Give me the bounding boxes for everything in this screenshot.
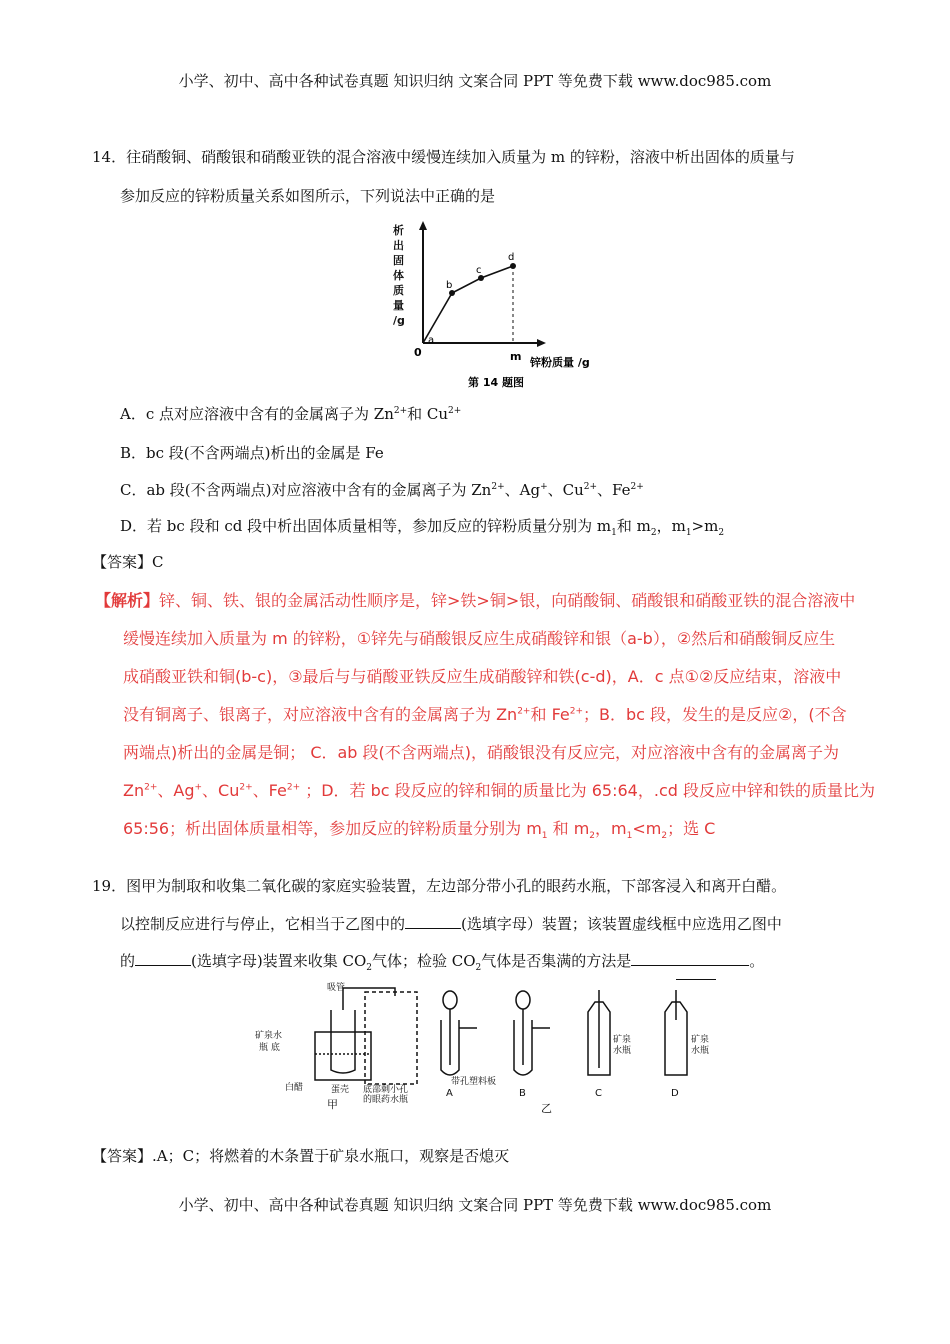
point-d-label: d: [508, 252, 515, 263]
q14-stem-line2: 参加反应的锌粉质量关系如图所示，下列说法中正确的是: [120, 187, 496, 205]
label-c: C: [595, 1088, 602, 1099]
label-d: D: [671, 1088, 679, 1099]
q19-line1: 19．图甲为制取和收集二氧化碳的家庭实验装置，左边部分带小孔的眼药水瓶，下部客浸入和离开白醋。: [92, 877, 787, 895]
answer-blank-2: [135, 951, 191, 966]
answer-blank-1: [405, 914, 461, 929]
analysis-line-1: 【解析】锌、铜、铁、银的金属活动性顺序是，锌>铁>铜>银，向硝酸铜、硝酸银和硝酸亚铁的混合溶液中: [95, 591, 856, 610]
funnel-a: [443, 991, 457, 1009]
page-footer: 小学、初中、高中各种试卷真题 知识归纳 文案合同 PPT 等免费下载 www.doc985.com: [178, 1196, 772, 1214]
y-axis-arrow: [419, 221, 427, 230]
point-b-label: b: [446, 280, 453, 291]
analysis-line-4: 没有铜离子、银离子，对应溶液中含有的金属离子为 $Zn^{2+}$和 $Fe^{2+}$；B．bc 段，发生的是反应②，(不含: [123, 705, 847, 724]
label-vinegar: 白醋: [285, 1083, 304, 1093]
q14-graph-figure: [390, 218, 610, 398]
label-bottle-1: 矿泉水: [255, 1031, 283, 1041]
label-eggshell: 蛋壳: [331, 1085, 350, 1095]
m-label: m: [510, 350, 522, 363]
q14-answer: 【答案】C: [92, 553, 164, 571]
jia-apparatus: [315, 988, 417, 1084]
q14-option-d: D．若 bc 段和 cd 段中析出固体质量相等，参加反应的锌粉质量分别为 $m_1$和 $m_2$，$m_1>m_2$: [120, 517, 725, 538]
label-straw: 吸管: [327, 983, 346, 993]
label-d-bottle-1: 矿泉: [691, 1035, 710, 1045]
yi-apparatus: [441, 990, 687, 1075]
ylabel-char: 质: [393, 284, 404, 297]
ylabel-char: 析: [393, 224, 404, 237]
x-axis-label: 锌粉质量 /g: [530, 356, 590, 369]
q14-analysis: [95, 582, 885, 848]
data-curve: [423, 266, 513, 343]
point-c-label: c: [476, 265, 482, 276]
label-a: A: [446, 1088, 453, 1099]
label-c-bottle-2: 水瓶: [613, 1046, 632, 1056]
q14-ylabel: [393, 223, 405, 327]
answer-blank-3: [631, 951, 749, 966]
ylabel-char: /g: [393, 314, 405, 327]
analysis-line-6: $Zn^{2+}$、Ag+、$Cu^{2+}$、$Fe^{2+}$ ；D．若 bc 段反应的锌和铜的质量比为 65:64，.cd 段反应中锌和铁的质量比为: [123, 781, 875, 800]
label-yi: 乙: [541, 1102, 552, 1115]
ylabel-char: 固: [393, 254, 404, 267]
q19-apparatus-figure: [255, 980, 715, 1120]
q19-line3: 的 (选填字母)装置来收集 $CO_2$气体；检验 $CO_2$气体是否集满的方法是 。: [120, 952, 765, 973]
label-bottle-2: 瓶 底: [259, 1043, 280, 1053]
label-c-bottle-1: 矿泉: [613, 1035, 632, 1045]
label-plate: 带孔塑料板: [451, 1077, 497, 1087]
analysis-line-5: 两端点)析出的金属是铜； C．ab 段(不含两端点)，硝酸银没有反应完，对应溶液中含有的金属离子为: [123, 743, 840, 762]
page-header: 小学、初中、高中各种试卷真题 知识归纳 文案合同 PPT 等免费下载 www.doc985.com: [178, 72, 772, 90]
q19-line2: 以控制反应进行与停止，它相当于乙图中的 (选填字母）装置；该装置虚线框中应选用乙图中: [120, 915, 782, 933]
q14-option-a: A．c 点对应溶液中含有的金属离子为 $Zn^{2+}$和 $Cu^{2+}$: [120, 405, 462, 423]
label-d-bottle-2: 水瓶: [691, 1046, 710, 1056]
ylabel-char: 出: [393, 239, 404, 252]
dropper-bottle: [331, 1010, 355, 1073]
analysis-line-7: 65:56；析出固体质量相等，参加反应的锌粉质量分别为 $m_1$ 和 $m_2$，$m_1<m_2$；选 C: [123, 819, 716, 842]
label-hole-1: 底部剩小孔: [363, 1085, 409, 1095]
label-jia: 甲: [327, 1098, 338, 1111]
collection-dashed-box: [365, 992, 417, 1084]
q19-answer: 【答案】.A；C；将燃着的木条置于矿泉水瓶口，观察是否熄灭: [92, 1147, 510, 1165]
x-axis-arrow: [537, 339, 546, 347]
analysis-line-2: 缓慢连续加入质量为 m 的锌粉，①锌先与硝酸银反应生成硝酸锌和银（a-b），②然后和硝酸铜反应生: [123, 629, 836, 648]
ylabel-char: 体: [393, 269, 404, 282]
figure-caption: 第 14 题图: [468, 376, 524, 389]
ylabel-char: 量: [393, 299, 404, 312]
analysis-line-3: 成硝酸亚铁和铜(b-c)，③最后与与硝酸亚铁反应生成硝酸锌和铁(c-d)，A．c 点①②反应结束，溶液中: [123, 667, 842, 686]
q14-option-c: C．ab 段(不含两端点)对应溶液中含有的金属离子为 $Zn^{2+}$、Ag+、$Cu^{2+}$、$Fe^{2+}$: [120, 481, 644, 499]
funnel-b: [516, 991, 530, 1009]
label-b: B: [519, 1088, 526, 1099]
point-d: [510, 263, 516, 269]
label-hole-2: 的眼药水瓶: [363, 1095, 409, 1105]
point-a-label: a: [428, 335, 435, 346]
origin-label: 0: [414, 346, 422, 359]
q14-option-b: B．bc 段(不含两端点)析出的金属是 Fe: [120, 444, 384, 462]
q14-stem-line1: 14．往硝酸铜、硝酸银和硝酸亚铁的混合溶液中缓慢连续加入质量为 m 的锌粉，溶液中析出固体的质量与: [92, 148, 795, 166]
